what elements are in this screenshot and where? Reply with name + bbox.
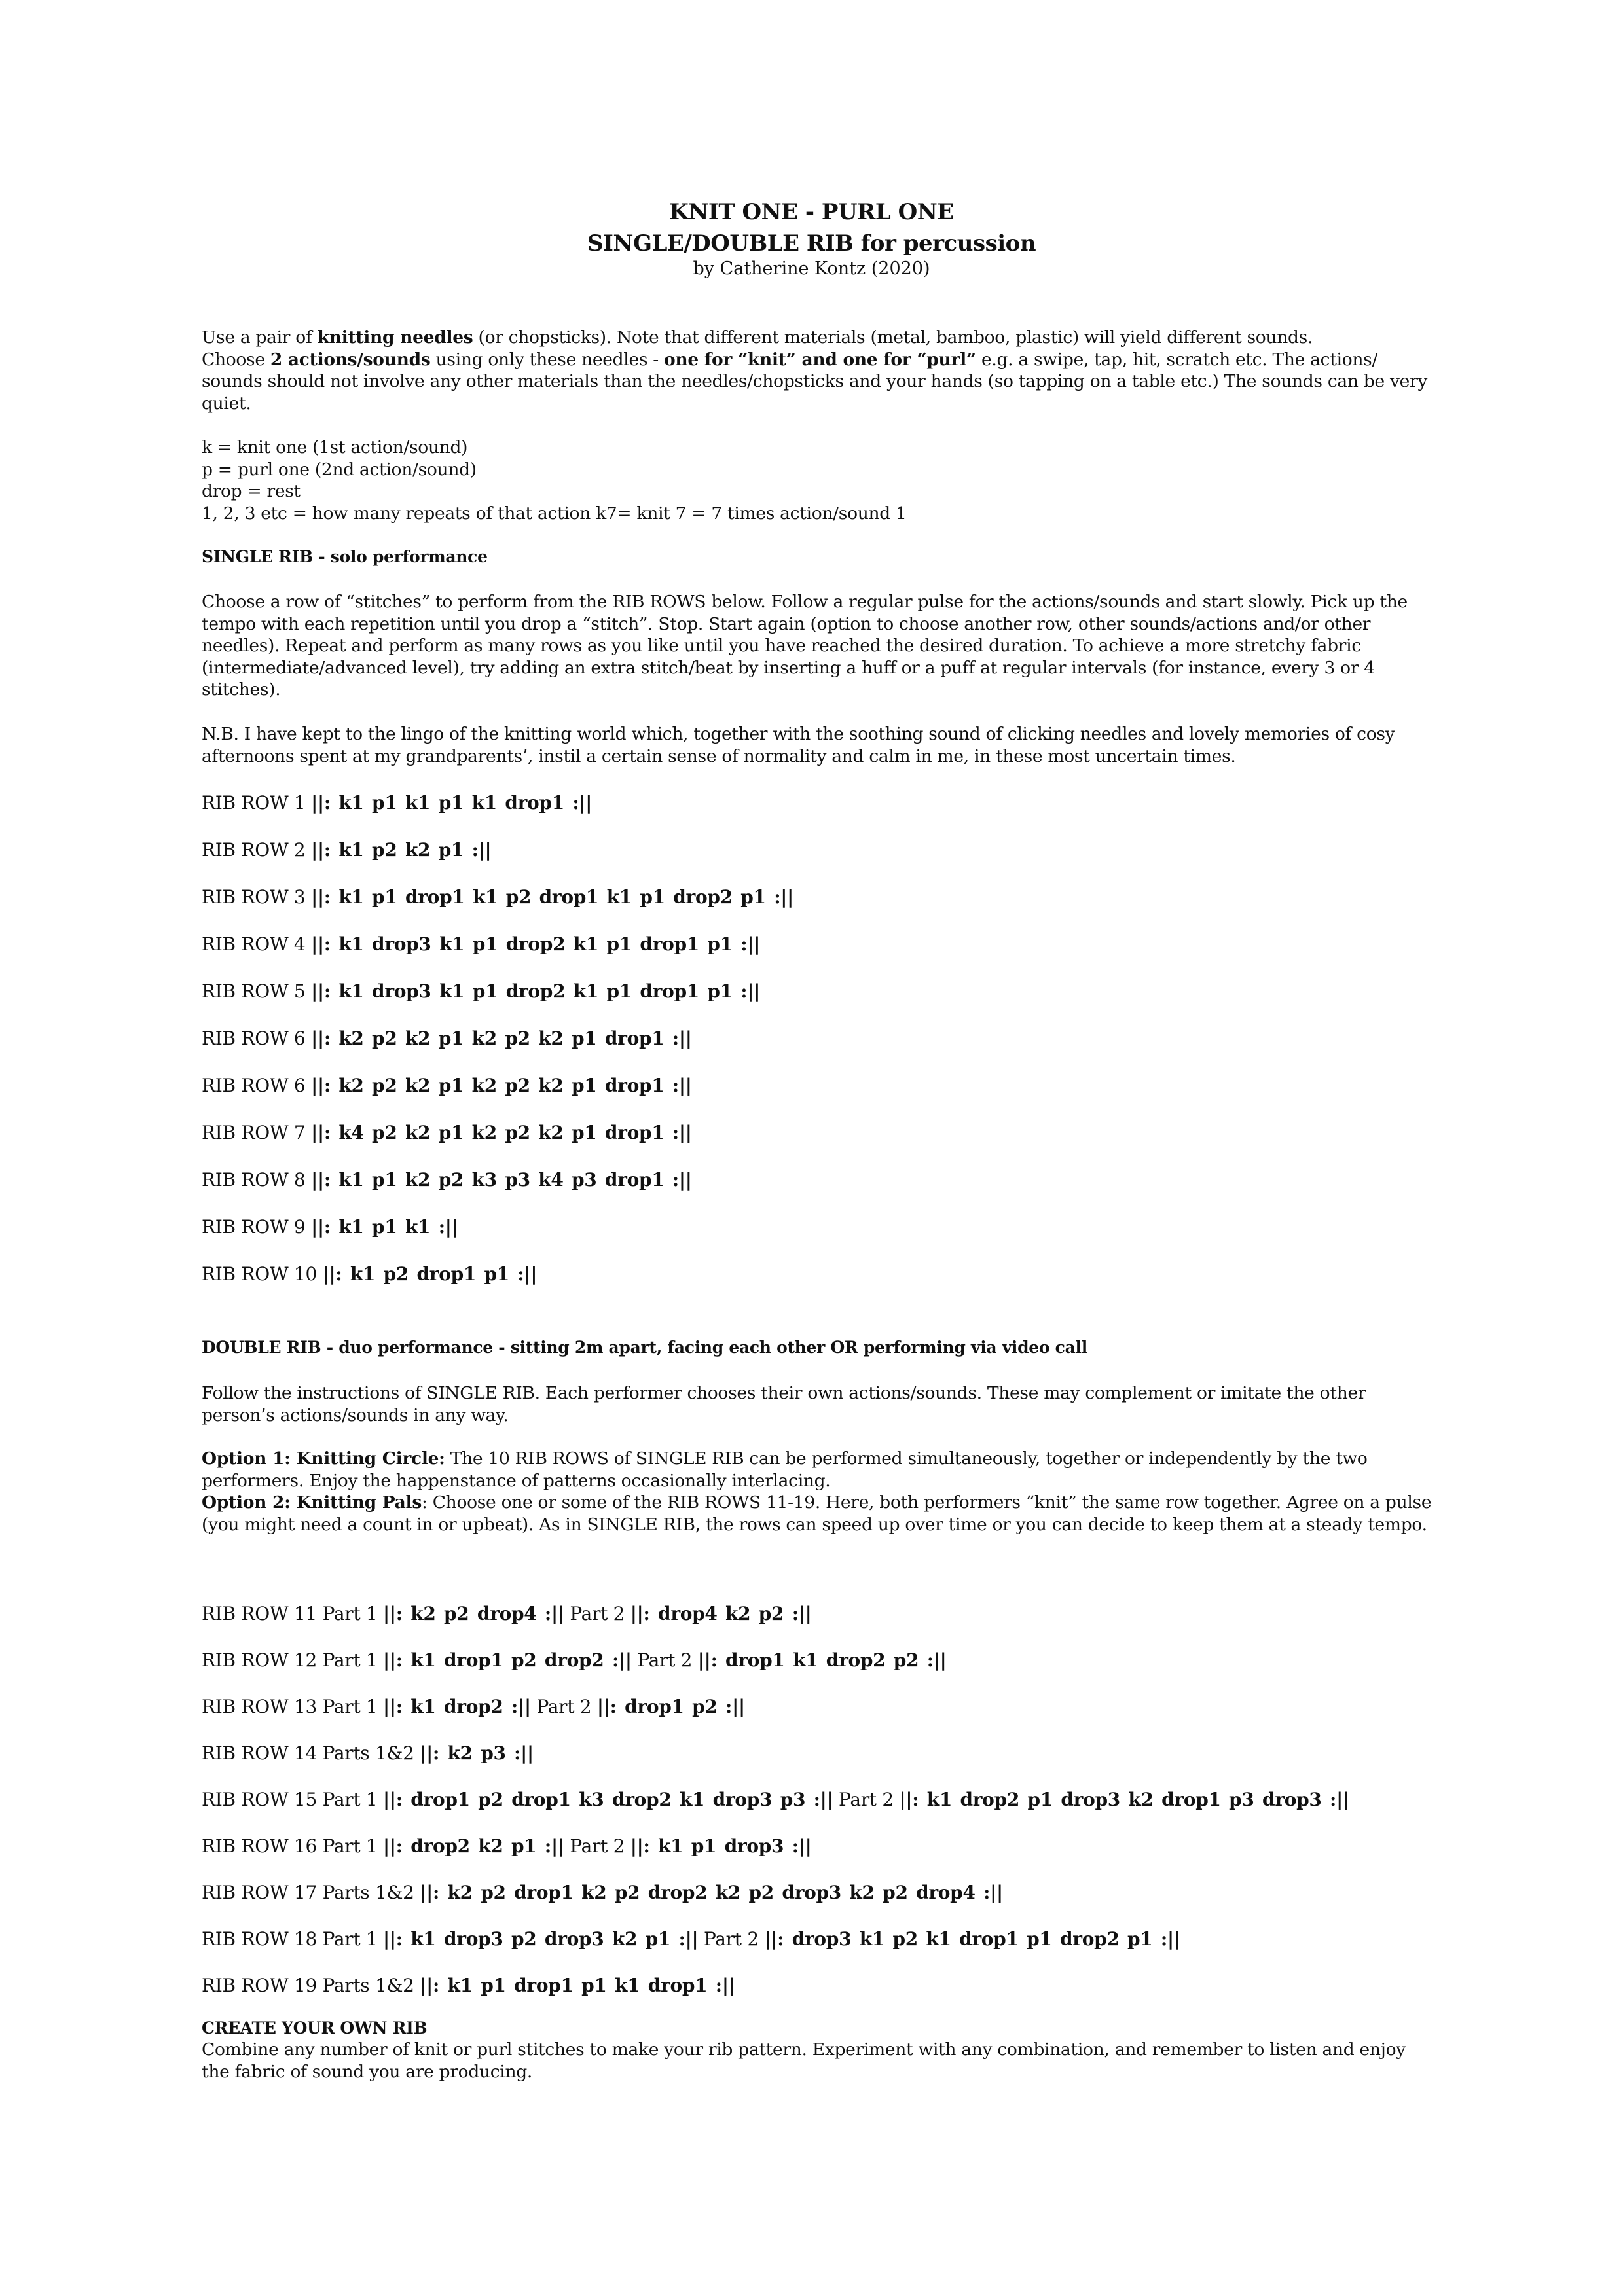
- intro-paragraph-2: Choose 2 actions/sounds using only these needles - one for “knit” and one for “purl” e.g. a swipe, tap, hit, scratch etc. The actions/ sounds should not involve any other materials than the needles/chopsticks and your hands (so tapping on a table etc.) The sounds can be very quiet.: [202, 349, 1428, 414]
- legend-item: p = purl one (2nd action/sound): [202, 459, 477, 480]
- rib-row-4: RIB ROW 4 ||: k1 drop3 k1 p1 drop2 k1 p1 drop1 p1 :||: [202, 933, 761, 955]
- legend-item: 1, 2, 3 etc = how many repeats of that action k7= knit 7 = 7 times action/sound 1: [202, 503, 907, 524]
- double-rib-heading: DOUBLE RIB - duo performance - sitting 2m apart, facing each other OR performing via video call: [202, 1338, 1087, 1357]
- single-rib-paragraph-1: Choose a row of “stitches” to perform from the RIB ROWS below. Follow a regular pulse for the actions/sounds and start slowly. Pick up the tempo with each repetition until you drop a “stitch”. Stop. Start again (option to choose another row, other sounds/actions and/or other needles). Repeat and perform as many rows as you like until you have reached the desired duration. To achieve a more stretchy fabric (intermediate/advanced level), try adding an extra stitch/beat by inserting a huff or a puff at regular intervals (for instance, every 3 or 4 stitches).: [202, 592, 1408, 700]
- double-rib-options: [202, 1448, 1432, 1535]
- rib-row-2: RIB ROW 2 ||: k1 p2 k2 p1 :||: [202, 839, 492, 861]
- rib-row-6: RIB ROW 6 ||: k2 p2 k2 p1 k2 p2 k2 p1 drop1 :||: [202, 1028, 692, 1049]
- legend-item: k = knit one (1st action/sound): [202, 437, 468, 457]
- rib-row-5: RIB ROW 5 ||: k1 drop3 k1 p1 drop2 k1 p1 drop1 p1 :||: [202, 980, 761, 1002]
- legend-item: drop = rest: [202, 481, 301, 501]
- intro-section: [202, 327, 1432, 414]
- rib-row-7: RIB ROW 7 ||: k4 p2 k2 p1 k2 p2 k2 p1 drop1 :||: [202, 1122, 692, 1143]
- rib-row-12: RIB ROW 12 Part 1 ||: k1 drop1 p2 drop2 :|| Part 2 ||: drop1 k1 drop2 p2 :||: [202, 1649, 947, 1671]
- rib-row-16: RIB ROW 16 Part 1 ||: drop2 k2 p1 :|| Part 2 ||: k1 p1 drop3 :||: [202, 1835, 812, 1857]
- rib-row-18: RIB ROW 18 Part 1 ||: k1 drop3 p2 drop3 k2 p1 :|| Part 2 ||: drop3 k1 p2 k1 drop1 p1 drop2 p1 :||: [202, 1928, 1180, 1950]
- single-rib-paragraph-2: N.B. I have kept to the lingo of the knitting world which, together with the soothing sound of clicking needles and lovely memories of cosy afternoons spent at my grandparents’, instil a certain sense of normality and calm in me, in these most uncertain times.: [202, 724, 1395, 766]
- rib-row-3: RIB ROW 3 ||: k1 p1 drop1 k1 p2 drop1 k1 p1 drop2 p1 :||: [202, 886, 793, 908]
- rib-row-1: RIB ROW 1 ||: k1 p1 k1 p1 k1 drop1 :||: [202, 792, 593, 814]
- byline: by Catherine Kontz (2020): [693, 259, 930, 279]
- single-rib-heading: SINGLE RIB - solo performance: [202, 547, 488, 566]
- rib-row-19: RIB ROW 19 Parts 1&2 ||: k1 p1 drop1 p1 k1 drop1 :||: [202, 1975, 735, 1996]
- option-1: Option 1: Knitting Circle: The 10 RIB ROWS of SINGLE RIB can be performed simultaneously, together or independently by the two performers. Enjoy the happenstance of patterns occasionally interlacing.: [202, 1448, 1368, 1491]
- title-line-1: KNIT ONE - PURL ONE: [669, 199, 954, 225]
- double-rib-paragraph-1: Follow the instructions of SINGLE RIB. Each performer chooses their own actions/sounds. These may complement or imitate the other person’s actions/sounds in any way.: [202, 1383, 1366, 1426]
- rib-row-10: RIB ROW 10 ||: k1 p2 drop1 p1 :||: [202, 1263, 538, 1285]
- rib-row-13: RIB ROW 13 Part 1 ||: k1 drop2 :|| Part 2 ||: drop1 p2 :||: [202, 1696, 745, 1717]
- rib-row-14: RIB ROW 14 Parts 1&2 ||: k2 p3 :||: [202, 1742, 534, 1764]
- rib-row-8: RIB ROW 8 ||: k1 p1 k2 p2 k3 p3 k4 p3 drop1 :||: [202, 1169, 692, 1191]
- rib-row-15: RIB ROW 15 Part 1 ||: drop1 p2 drop1 k3 drop2 k1 drop3 p3 :|| Part 2 ||: k1 drop2 p1 drop3 k2 drop1 p3 drop3 :||: [202, 1789, 1349, 1810]
- create-heading: CREATE YOUR OWN RIB: [202, 2018, 428, 2037]
- create-paragraph: Combine any number of knit or purl stitches to make your rib pattern. Experiment with any combination, and remember to listen and enjoy the fabric of sound you are producing.: [202, 2039, 1406, 2082]
- rib-row-17: RIB ROW 17 Parts 1&2 ||: k2 p2 drop1 k2 p2 drop2 k2 p2 drop3 k2 p2 drop4 :||: [202, 1882, 1003, 1903]
- rib-row-9: RIB ROW 9 ||: k1 p1 k1 :||: [202, 1216, 458, 1238]
- rib-row-11: RIB ROW 11 Part 1 ||: k2 p2 drop4 :|| Part 2 ||: drop4 k2 p2 :||: [202, 1603, 812, 1624]
- option-2: Option 2: Knitting Pals: Choose one or some of the RIB ROWS 11-19. Here, both performers “knit” the same row together. Agree on a pulse (you might need a count in or upbeat). As in SINGLE RIB, the rows can speed up over time or you can decide to keep them at a steady tempo.: [202, 1492, 1432, 1535]
- title-line-2: SINGLE/DOUBLE RIB for percussion: [587, 230, 1036, 257]
- intro-paragraph-1: Use a pair of knitting needles (or chopsticks). Note that different materials (metal, bamboo, plastic) will yield different sounds.: [202, 327, 1313, 348]
- legend-list: [202, 437, 1432, 524]
- rib-row-6-repeat: RIB ROW 6 ||: k2 p2 k2 p1 k2 p2 k2 p1 drop1 :||: [202, 1075, 692, 1096]
